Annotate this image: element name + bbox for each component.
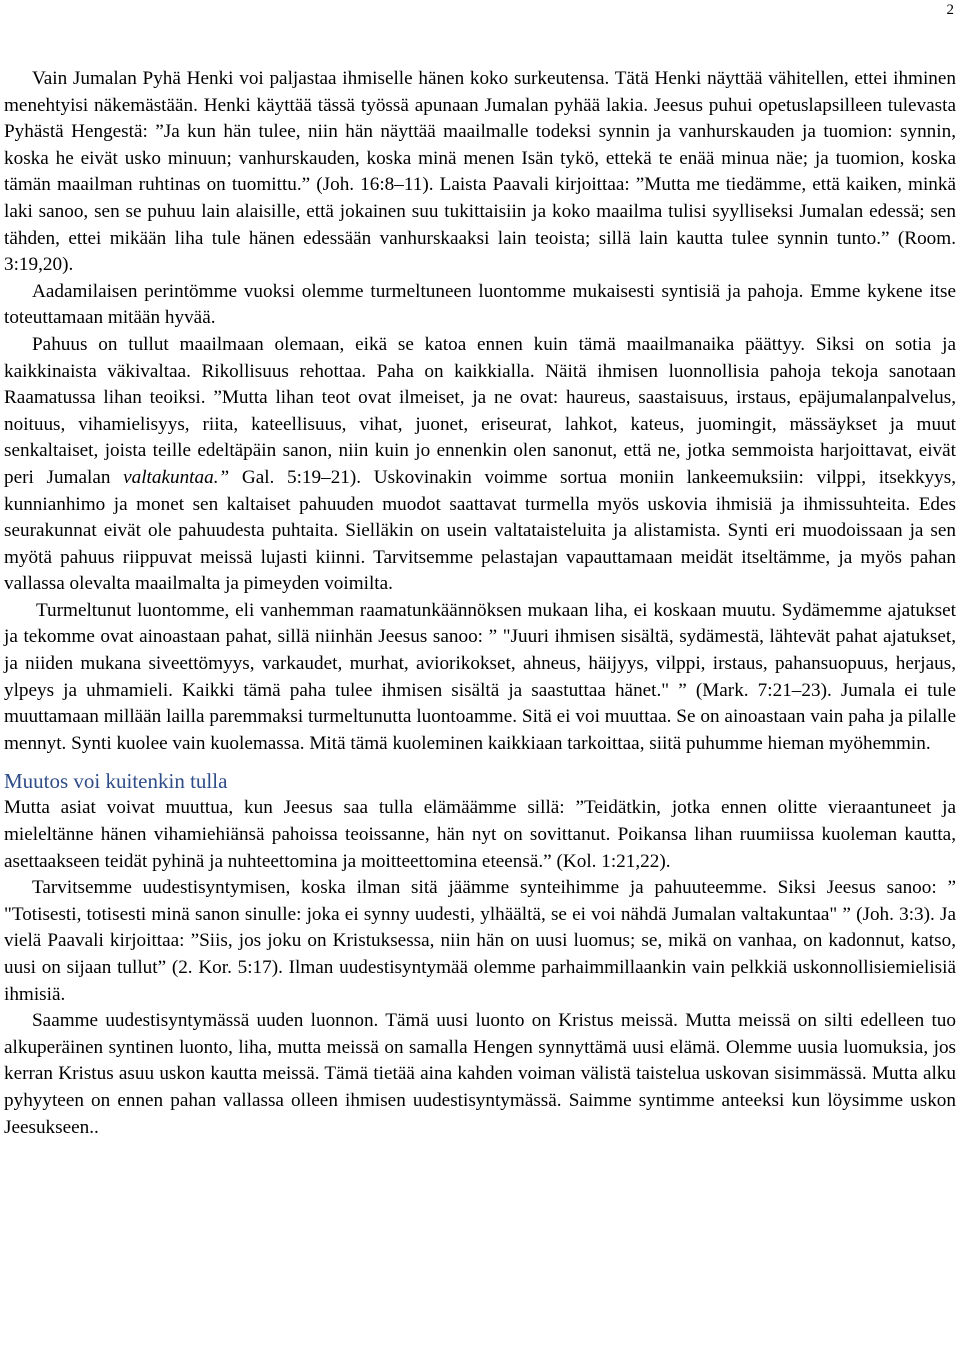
- paragraph-corrupted-nature: Turmeltunut luontomme, eli vanhemman raamatunkäännöksen mukaan liha, ei koskaan muutu. Sydämemme ajatukset ja tekomme ovat ainoastaan pahat, sillä niinhän Jeesus sanoo: ” "Juuri ihmisen sisältä, sydämestä, lähtevät pahat ajatukset, ja niiden mukana siveettömyys, varkaudet, murhat, aviorikokset, ahneus, häijyys, vilppi, irstaus, pahansuopuus, herjaus, ylpeys ja uhmamieli. Kaikki tämä paha tulee ihmisen sisältä ja saastuttaa hänet." ” (Mark. 7:21–23). Jumala ei tule muuttamaan millään lailla paremmaksi turmeltunutta luontoamme. Sitä ei voi muuttaa. Se on ainoastaan vain paha ja pilalle mennyt. Synti kuolee vain kuolemassa. Mitä tämä kuoleminen kaikkiaan tarkoittaa, siitä puhumme hieman myöhemmin.: [4, 599, 956, 754]
- paragraph-adamic-heritage: Aadamilaisen perintömme vuoksi olemme turmeltuneen luontomme mukaisesti syntisiä ja pahoja. Emme kykene itse toteuttamaan mitään hyvää.: [4, 280, 956, 329]
- works-text-italic: valtakuntaa.”: [123, 466, 230, 488]
- works-text-after: Gal. 5:19–21). Uskovinakin voimme sortua moniin lankeemuksiin: vilppi, itsekkyys, kunnianhimo ja monet sen kaltaiset pahuuden muodot saattavat turmella myös uskovia ihmisiä ja ihmissuhteita. Edes seurakunnat eivät ole pahuudesta puhtaita. Sielläkin on usein valtataisteluita ja alistamista. Synti eri muodoissaan ja sen myötä pahuus riippuvat meissä lujasti kiinni. Tarvitsemme pelastajan vapauttamaan meidät itseltämme, ja myös pahan vallassa olevalta maailmalta ja pimeyden voimilta.: [4, 466, 956, 595]
- page-number: 2: [946, 2, 954, 18]
- paragraph-holy-spirit: Vain Jumalan Pyhä Henki voi paljastaa ihmiselle hänen koko surkeutensa. Tätä Henki näyttää vähitellen, ettei ihminen menehtyisi näkemästään. Henki käyttää tässä työssä apunaan Jumalan pyhää lakia. Jeesus puhui opetuslapsilleen tulevasta Pyhästä Hengestä: ”Ja kun hän tulee, niin hän näyttää maailmalle todeksi synnin ja vanhurskauden ja tuomion: synnin, koska he eivät usko minuun; vanhurskauden, koska minä menen Isän tykö, ettekä te enää minua näe; ja tuomion, koska tämän maailman ruhtinas on tuomittu.” (Joh. 16:8–11). Laista Paavali kirjoittaa: ”Mutta me tiedämme, että kaiken, minkä laki sanoo, sen se puhuu lain alaisille, että jokainen suu tukittaisiin ja koko maailma tulisi syylliseksi Jumalan edessä; sen tähden, ettei mikään liha tule hänen edessään vanhurskaaksi lain teoista; sillä lain kautta tulee synnin tunto.” (Room. 3:19,20).: [4, 68, 956, 276]
- works-text-before: Pahuus on tullut maailmaan olemaan, eikä se katoa ennen kuin tämä maailmanaika päättyy. Siksi on sotia ja kaikkinaista väkivaltaa. Rikollisuus rehottaa. Paha on kaikkialla. Näitä ihmisen luonnollisia pahoja tekoja sanotaan Raamatussa lihan teoiksi. ”Mutta lihan teot ovat ilmeiset, ja ne ovat: haureus, saastaisuus, irstaus, epäjumalanpalvelus, noituus, vihamielisyys, riita, kateellisuus, vihat, juonet, eriseurat, lahkot, kateus, juomingit, mässäykset ja muut senkaltaiset, joista teille edeltäpäin sanon, niin kuin jo ennenkin olen sanonut, että ne, jotka semmoista harjoittavat, eivät peri Jumalan: [4, 333, 956, 488]
- paragraph-new-nature: Saamme uudestisyntymässä uuden luonnon. Tämä uusi luonto on Kristus meissä. Mutta meissä on silti edelleen tuo alkuperäinen syntinen luonto, liha, mutta meissä on samalla Hengen synnyttämä uusi elämä. Olemme uusia luomuksia, jos kerran Kristus asuu uskon kautta meissä. Tämä tietää aina kahden voiman välistä taistelua uskovan sisimmässä. Mutta alku pyhyyteen on ennen pahan vallassa olleen ihmisen uudestisyntymässä. Saimme syntimme anteeksi kun löysimme uskon Jeesukseen..: [4, 1010, 956, 1138]
- section-heading: Muutos voi kuitenkin tulla: [4, 769, 228, 794]
- document-body: [4, 66, 956, 1141]
- paragraph-change-through-jesus: Mutta asiat voivat muuttua, kun Jeesus saa tulla elämäämme sillä: ”Teidätkin, jotka ennen olitte vieraantuneet ja mieleltänne hänen vihamiehiänsä pahoissa teoissanne, hän nyt on sovittanut. Poikansa lihan ruumiissa kuoleman kautta, asettaakseen teidät pyhinä ja nuhteettomina ja moitteettomina eteensä.” (Kol. 1:21,22).: [4, 797, 956, 872]
- paragraph-works-of-flesh: [4, 332, 956, 598]
- paragraph-rebirth: Tarvitsemme uudestisyntymisen, koska ilman sitä jäämme synteihimme ja pahuuteemme. Siksi Jeesus sanoo: ” "Totisesti, totisesti minä sanon sinulle: joka ei synny uudesti, ylhäältä, se ei voi nähdä Jumalan valtakuntaa" ” (Joh. 3:3). Ja vielä Paavali kirjoittaa: ”Siis, jos joku on Kristuksessa, niin hän on uusi luomus; se, mikä on vanhaa, on kadonnut, katso, uusi on sijaan tullut” (2. Kor. 5:17). Ilman uudestisyntymää olemme parhaimmillaankin vain pelkkiä uskonnollisiemielisiä ihmisiä.: [4, 877, 956, 1005]
